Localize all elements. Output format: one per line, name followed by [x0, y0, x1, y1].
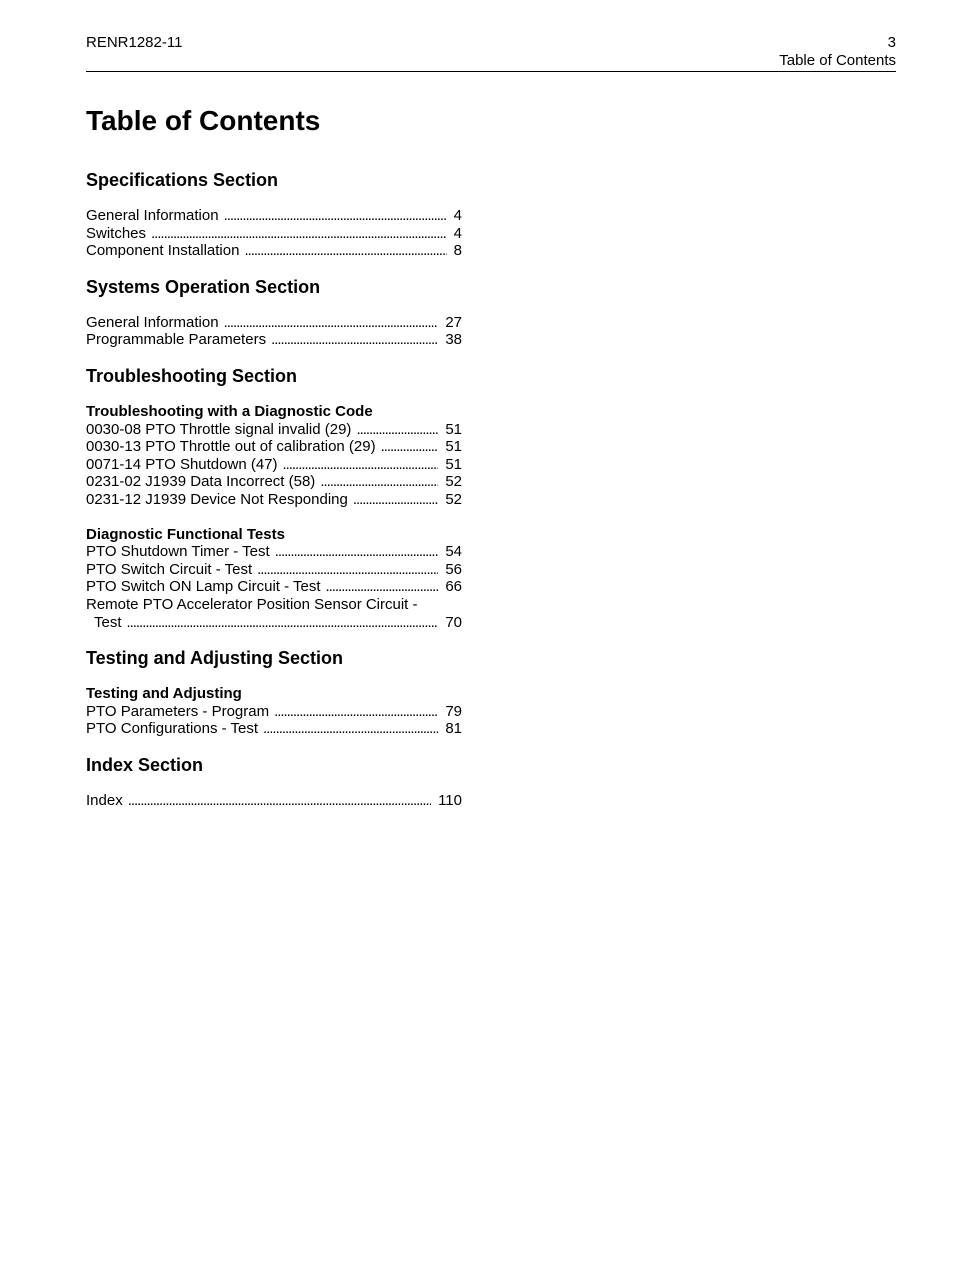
toc-entry-page: 110: [438, 791, 462, 809]
toc-entry[interactable]: [86, 438, 462, 456]
toc-entry-label: PTO Switch Circuit - Test: [86, 560, 253, 578]
dot-leader: [381, 438, 439, 456]
toc-entry-label: Switches: [86, 224, 147, 242]
toc-entry[interactable]: [86, 703, 462, 721]
toc-entry[interactable]: [86, 561, 462, 579]
toc-entry[interactable]: [86, 331, 462, 349]
toc-entry-page: 52: [445, 473, 462, 491]
group-title: Diagnostic Functional Tests: [86, 525, 285, 543]
toc-entry-page: 66: [445, 578, 462, 596]
dot-leader: [263, 720, 438, 738]
section-title: Testing and Adjusting Section: [86, 648, 344, 669]
dot-leader: [274, 703, 438, 721]
section-title: Specifications Section: [86, 170, 279, 190]
toc-entry-label: Component Installation: [86, 242, 240, 260]
toc-entry-page: 70: [445, 613, 462, 631]
dot-leader: [257, 561, 438, 579]
dot-leader: [224, 314, 439, 332]
toc-entry-label: Test: [94, 613, 122, 631]
toc-entry[interactable]: [86, 543, 462, 561]
toc-entry-page: 4: [453, 224, 462, 242]
dot-leader: [353, 491, 438, 509]
toc-entry-label: General Information: [86, 313, 219, 331]
toc-entry-continuation: [86, 614, 462, 632]
section-title: Troubleshooting Section: [86, 365, 297, 386]
page-title: Table of Contents: [86, 105, 321, 136]
dot-leader: [224, 207, 447, 225]
toc-entry-page: 56: [445, 560, 462, 578]
toc-entry-page: 81: [445, 720, 462, 738]
toc-entry-page: 51: [445, 455, 462, 473]
toc-entry-label: 0030-13 PTO Throttle out of calibration (29): [86, 438, 376, 456]
dot-leader: [326, 578, 439, 596]
toc-entry-label: PTO Shutdown Timer - Test: [86, 543, 270, 561]
toc-section-systems-operation: [86, 275, 462, 349]
toc-section-index: [86, 753, 462, 810]
toc-entry-page: 52: [445, 490, 462, 508]
toc-group-functional-tests: [86, 526, 462, 632]
toc-entry-page: 79: [445, 702, 462, 720]
dot-leader: [151, 225, 447, 243]
toc-entry[interactable]: [86, 225, 462, 243]
toc-section-troubleshooting: [86, 364, 462, 631]
dot-leader: [128, 792, 431, 810]
toc-entry-label: PTO Configurations - Test: [86, 720, 259, 738]
toc-entry-label: 0231-12 J1939 Device Not Responding: [86, 490, 348, 508]
toc-entry-label: PTO Switch ON Lamp Circuit - Test: [86, 578, 321, 596]
toc-entry-page: 51: [445, 438, 462, 456]
toc-entry-label: Programmable Parameters: [86, 331, 267, 349]
toc-entry[interactable]: [86, 491, 462, 509]
toc-entry-page: 38: [445, 331, 462, 349]
toc-entry[interactable]: [86, 473, 462, 491]
toc-entry[interactable]: [86, 456, 462, 474]
toc-entry-page: 8: [453, 242, 462, 260]
toc-entry-label: 0231-02 J1939 Data Incorrect (58): [86, 473, 316, 491]
section-title: Systems Operation Section: [86, 276, 321, 297]
toc-entry[interactable]: [86, 421, 462, 439]
group-title: Testing and Adjusting: [86, 685, 242, 703]
toc-entry[interactable]: [86, 578, 462, 596]
header-divider: [86, 71, 896, 72]
toc-entry[interactable]: [86, 720, 462, 738]
dot-leader: [271, 331, 438, 349]
toc-section-testing-adjusting: [86, 646, 462, 738]
toc-entry-label-line1: Remote PTO Accelerator Position Sensor Circuit -: [86, 595, 418, 613]
running-section-name: Table of Contents: [779, 52, 896, 69]
toc-entry-label: General Information: [86, 207, 219, 224]
toc-entry-page: 27: [445, 313, 462, 331]
dot-leader: [283, 456, 439, 474]
toc-entry[interactable]: [86, 207, 462, 225]
toc-entry-page: 51: [445, 420, 462, 438]
toc-entry-label: 0071-14 PTO Shutdown (47): [86, 455, 278, 473]
dot-leader: [356, 421, 438, 439]
document-id: RENR1282-11: [86, 34, 183, 51]
table-of-contents: [86, 168, 462, 824]
group-title: Troubleshooting with a Diagnostic Code: [86, 402, 373, 420]
toc-group-testing-adjusting: [86, 685, 462, 738]
toc-entry-page: 4: [453, 207, 462, 224]
dot-leader: [275, 543, 439, 561]
toc-entry-label: Index: [86, 791, 123, 809]
toc-entry-label: PTO Parameters - Program: [86, 702, 270, 720]
toc-entry[interactable]: [86, 242, 462, 260]
page-header-right: [779, 34, 896, 70]
toc-entry[interactable]: [86, 314, 462, 332]
section-title: Index Section: [86, 754, 204, 775]
toc-entry-page: 54: [445, 543, 462, 561]
toc-entry[interactable]: [86, 792, 462, 810]
dot-leader: [320, 473, 438, 491]
dot-leader: [244, 242, 446, 260]
toc-group-diagnostic-code: [86, 403, 462, 509]
toc-section-specifications: [86, 168, 462, 260]
toc-entry-label: 0030-08 PTO Throttle signal invalid (29): [86, 420, 352, 438]
page-number: 3: [887, 34, 896, 51]
toc-entry[interactable]: [86, 596, 462, 631]
dot-leader: [127, 614, 439, 632]
